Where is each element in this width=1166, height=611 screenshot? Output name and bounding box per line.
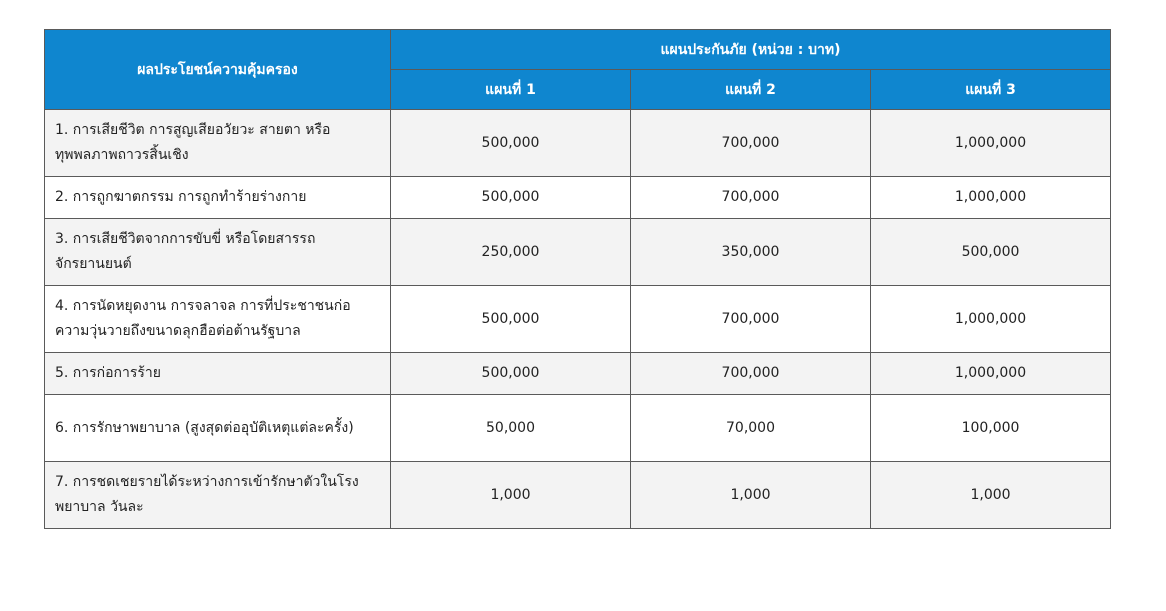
coverage-table [44,29,1111,529]
plan-3-amount: 1,000,000 [871,286,1111,353]
table-row [45,110,1111,177]
plan-1-amount: 500,000 [391,353,631,395]
plan-1-amount: 250,000 [391,219,631,286]
plan-group-header: แผนประกันภัย (หน่วย : บาท) [391,30,1111,70]
benefit-column-header: ผลประโยชน์ความคุ้มครอง [45,30,391,110]
plan-3-amount: 1,000,000 [871,353,1111,395]
plan-2-amount: 700,000 [631,110,871,177]
table-row [45,219,1111,286]
benefit-cell: 3. การเสียชีวิตจากการขับขี่ หรือโดยสารรถจักรยานยนต์ [45,219,391,286]
table-row [45,353,1111,395]
coverage-table-container [44,29,1111,529]
plan-2-amount: 700,000 [631,286,871,353]
table-row [45,395,1111,462]
benefit-cell: 1. การเสียชีวิต การสูญเสียอวัยวะ สายตา หรือทุพพลภาพถาวรสิ้นเชิง [45,110,391,177]
benefit-cell: 7. การชดเชยรายได้ระหว่างการเข้ารักษาตัวในโรงพยาบาล วันละ [45,462,391,529]
benefit-cell: 4. การนัดหยุดงาน การจลาจล การที่ประชาชนก่อความวุ่นวายถึงขนาดลุกฮือต่อต้านรัฐบาล [45,286,391,353]
plan-3-amount: 1,000,000 [871,177,1111,219]
plan-2-amount: 350,000 [631,219,871,286]
plan-3-amount: 500,000 [871,219,1111,286]
plan-2-header: แผนที่ 2 [631,70,871,110]
plan-2-amount: 70,000 [631,395,871,462]
table-row [45,286,1111,353]
plan-1-amount: 1,000 [391,462,631,529]
table-row [45,462,1111,529]
plan-1-amount: 500,000 [391,286,631,353]
plan-3-amount: 1,000,000 [871,110,1111,177]
plan-3-header: แผนที่ 3 [871,70,1111,110]
benefit-cell: 5. การก่อการร้าย [45,353,391,395]
plan-2-amount: 700,000 [631,177,871,219]
plan-1-amount: 500,000 [391,110,631,177]
plan-1-amount: 50,000 [391,395,631,462]
plan-2-amount: 700,000 [631,353,871,395]
plan-1-header: แผนที่ 1 [391,70,631,110]
plan-3-amount: 1,000 [871,462,1111,529]
benefit-cell: 6. การรักษาพยาบาล (สูงสุดต่ออุบัติเหตุแต่ละครั้ง) [45,395,391,462]
table-row [45,177,1111,219]
benefit-cell: 2. การถูกฆาตกรรม การถูกทำร้ายร่างกาย [45,177,391,219]
plan-3-amount: 100,000 [871,395,1111,462]
plan-2-amount: 1,000 [631,462,871,529]
plan-1-amount: 500,000 [391,177,631,219]
